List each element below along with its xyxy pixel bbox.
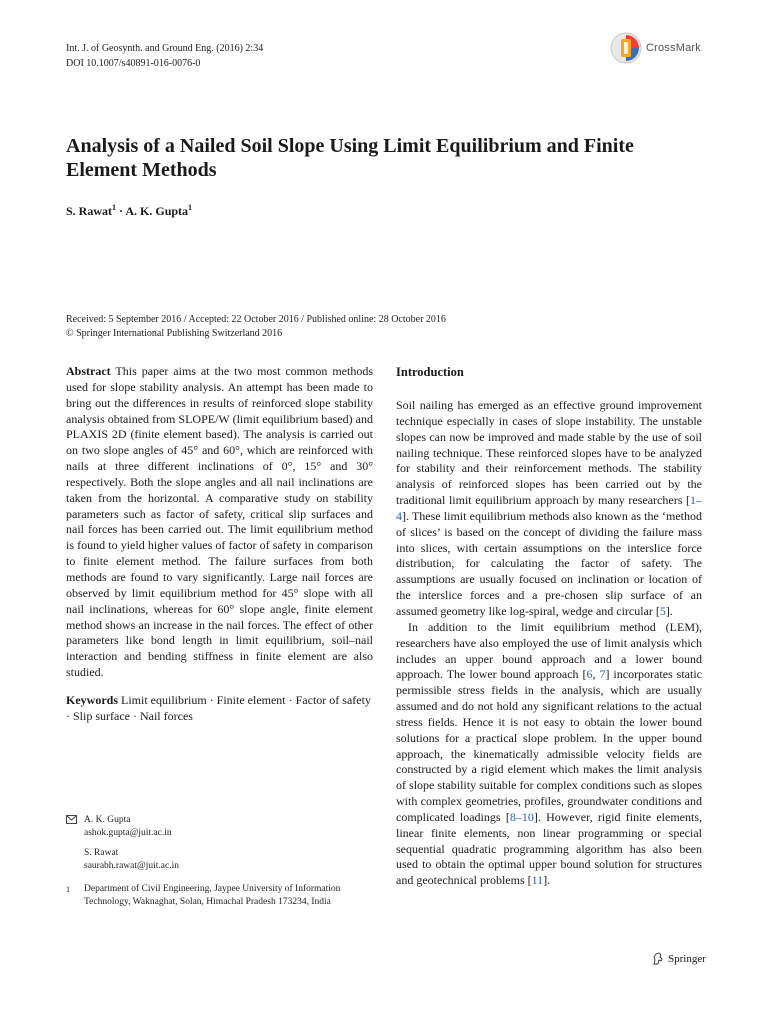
author-footnote (66, 814, 366, 909)
affiliation-text: Department of Civil Engineering, Jaypee University of Information Technology, Waknaghat, Solan, Himachal Pradesh 173234, India (84, 884, 341, 907)
doi[interactable]: DOI 10.1007/s40891-016-0076-0 (66, 58, 201, 69)
right-column (396, 364, 702, 889)
citation-link[interactable]: 8–10 (509, 809, 534, 824)
intro-text: ]. These limit equilibrium methods also known as the ‘method of slices’ is based on the concept of dividing the failure mass into slices, with certain assumptions on the interslice force distribution, for calculating the factor of safety. The assumptions are usually focused on inclination or location of the interslice forces and a pre-chosen slip surface of an assumed geometry like log-spiral, wedge and circular [ (396, 508, 702, 618)
abstract (66, 364, 373, 681)
journal-header (66, 41, 263, 71)
citation-link[interactable]: 5 (659, 603, 666, 618)
abstract-label: Abstract (66, 364, 111, 378)
crossmark-icon (610, 31, 642, 65)
crossmark-badge[interactable] (610, 30, 710, 66)
journal-citation: Int. J. of Geosynth. and Ground Eng. (2016) 2:34 (66, 43, 264, 54)
publisher-name: Springer (668, 952, 706, 965)
intro-paragraph-1 (396, 398, 702, 620)
citation-link[interactable]: 6 (586, 667, 593, 682)
affiliation (66, 883, 366, 909)
intro-text: Soil nailing has emerged as an effective ground improvement technique especially in cases of slope instability. The unstable slopes can now be improved and made stable by the use of soil nailing technique. These reinforced slopes have to be analyzed for stability and their reinforcement methods. The stability analysis of reinforced slopes has been carried out by the traditional limit equilibrium approach by many researchers [ (396, 398, 702, 508)
citation-link[interactable]: 7 (599, 667, 606, 682)
intro-text: , (592, 667, 600, 682)
springer-horse-icon (652, 952, 664, 965)
paper-title: Analysis of a Nailed Soil Slope Using Limit Equilibrium and Finite Element Methods (66, 135, 634, 181)
keywords-text: Limit equilibrium · Finite element · Factor of safety · Slip surface · Nail forces (66, 692, 371, 723)
intro-text: ]. (543, 873, 551, 888)
contact-name: S. Rawat (84, 848, 119, 858)
affiliation-number: 1 (66, 885, 70, 894)
affiliation-marker: 1 (112, 203, 117, 212)
co-author-contact (66, 847, 366, 873)
author-name[interactable]: S. Rawat (66, 204, 113, 218)
envelope-icon (66, 815, 77, 824)
author-separator: · (116, 204, 126, 218)
affiliation-marker: 1 (188, 203, 193, 212)
introduction-heading: Introduction (396, 365, 464, 379)
crossmark-label: CrossMark (646, 42, 701, 54)
intro-text: ]. (665, 603, 673, 618)
keywords (66, 693, 373, 725)
abstract-text: This paper aims at the two most common methods used for slope stability analysis. An attempt has been made to bring out the differences in results of reinforced slope stability analysis obtained from SLOPE/W (limit equilibrium based) and PLAXIS 2D (finite element based). The analysis is carried out on two slope angles of 45° and 60°, which are reinforced with nails at three different inclinations of 0°, 15° and 30° respectively. Both the slope angles and all nail inclinations are taken from the horizontal. A comparative study on stability parameters such as factor of safety, critical slip surfaces and nail forces has been carried out. The limit equilibrium method is found to yield higher values of factor of safety in comparison to finite element method. The failure surfaces from both methods are found to vary significantly. Large nail forces are observed by limit equilibrium method for 45° slope with all nail inclinations, whereas for 60° slope angle, finite element method shows an increase in the nail forces. The effect of other parameters like bond length in limit equilibrium, soil–nail interaction and bending stiffness in finite element are also studied. (66, 364, 373, 680)
intro-paragraph-2 (396, 620, 702, 889)
received-accepted-line: Received: 5 September 2016 / Accepted: 22 October 2016 / Published online: 28 October 2016 (66, 314, 446, 325)
left-column (66, 364, 373, 725)
citation-link[interactable]: 1–4 (396, 493, 702, 523)
intro-text: In addition to the limit equilibrium method (LEM), researchers have also employed the use of limit analysis which includes an upper bound approach and a lower bound approach. The lower bound approach [ (396, 619, 702, 682)
contact-email[interactable]: ashok.gupta@juit.ac.in (84, 828, 172, 838)
intro-text: ] incorporates static permissible stress fields in the analysis, which are usually assumed and do not hold any significant relations to the actual stress fields. Hence it is not easy to obtain the lower bound solutions for a practical slope problem. In the upper bound approach, the kinematically admissible velocity fields are constructed by a rigid element which makes the limit analysis of slope stability suitable for complex conditions such as slopes with complex geometries, profiles, groundwater conditions and complicated loadings [ (396, 667, 702, 824)
contact-email[interactable]: saurabh.rawat@juit.ac.in (84, 861, 180, 871)
contact-name: A. K. Gupta (84, 815, 131, 825)
copyright-line: © Springer International Publishing Switzerland 2016 (66, 328, 283, 339)
citation-link[interactable]: 11 (531, 873, 544, 888)
intro-text: ]. However, rigid finite elements, linear finite elements, non linear programming or special sequential quadratic programming algorithm has also been used to obtain the optimal upper bound solution for structures and geotechnical problems [ (396, 809, 702, 888)
author-list (66, 203, 192, 219)
keywords-label: Keywords (66, 692, 118, 707)
publisher-footer (652, 952, 706, 965)
corresponding-author (66, 814, 366, 840)
publication-history (66, 313, 446, 341)
author-name[interactable]: A. K. Gupta (125, 204, 189, 218)
